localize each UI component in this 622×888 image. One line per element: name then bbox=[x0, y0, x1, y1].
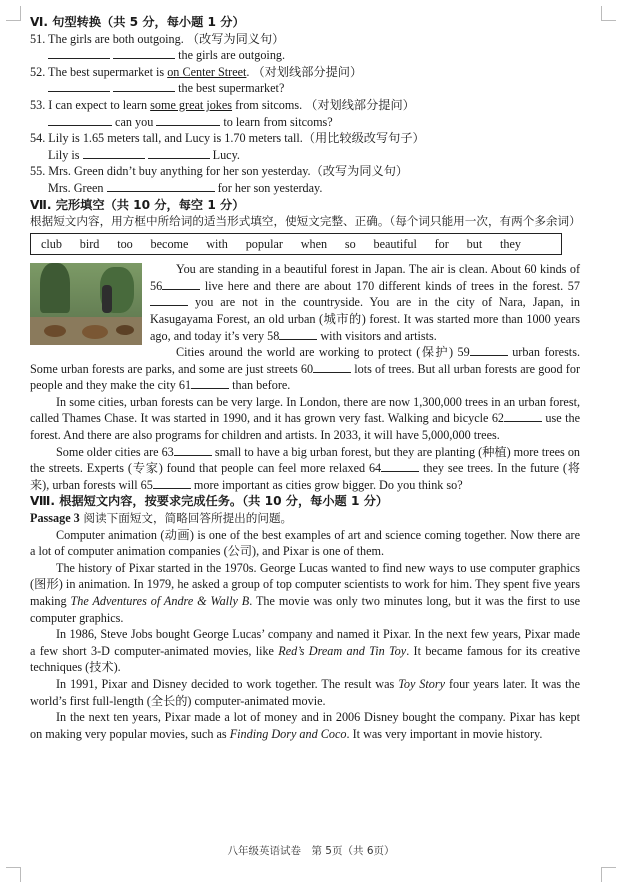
word-item: beautiful bbox=[373, 236, 417, 251]
passage-label: Passage 3 bbox=[30, 511, 80, 526]
question-51: 51. The girls are both outgoing. （改写为同义句） bbox=[30, 31, 285, 46]
question-53: 53. I can expect to learn some great jokes from sitcoms. （对划线部分提问） bbox=[30, 97, 415, 112]
section-7-title: Ⅶ. 完形填空（共 10 分，每空 1 分） bbox=[30, 197, 245, 212]
crop-mark-bottom-right bbox=[601, 867, 616, 882]
blank-58[interactable] bbox=[279, 328, 317, 340]
answer-52: the best supermarket? bbox=[30, 80, 580, 97]
answer-51: the girls are outgoing. bbox=[30, 47, 580, 64]
cloze-paragraph-1: You are standing in a beautiful forest in Japan. The air is clean. About 60 kinds of 56 live here and there are about 170 different kinds of trees in the forest. 57 you are not in the countryside. You are in the city of Nara, Japan, in Kasugayama Forest, an old urban (城市的) forest. It was started more than 1000 years ago, and today it’s very 58 with visitors and artists. bbox=[30, 261, 580, 344]
passage-header: Passage 3 阅读下面短文，简略回答所提出的问题。 bbox=[30, 511, 293, 526]
question-55: 55. Mrs. Green didn’t buy anything for her son yesterday.（改写为同义句） bbox=[30, 164, 409, 179]
blank-56[interactable] bbox=[162, 278, 200, 290]
section-8-title: Ⅷ. 根据短文内容，按要求完成任务。（共 10 分，每小题 1 分） bbox=[30, 494, 389, 509]
word-item: become bbox=[150, 236, 189, 251]
word-item: club bbox=[41, 236, 62, 251]
passage-paragraph-5: In the next ten years, Pixar made a lot of money and in 2006 Disney bought the company. Pixar has kept on making very popular movies, such as Finding Dory and Coco. It was very important in movie history. bbox=[30, 710, 580, 741]
passage-paragraph-2: The history of Pixar started in the 1970s. George Lucas wanted to find new ways to use computer graphics (图形) in animation. In 1979, he asked a group of top computer scientists to work for him. They spent five years making The Adventures of Andre & Wally B. The movie was only two minutes long, but it was the first to use computer graphics. bbox=[30, 560, 581, 625]
answer-54: Lily is Lucy. bbox=[48, 147, 240, 162]
blank[interactable] bbox=[48, 114, 112, 126]
passage-paragraph-1: Computer animation (动画) is one of the best examples of art and science coming together. Now there are a lot of computer animation companies (公司), and Pixar is one of them. bbox=[30, 527, 580, 559]
word-item: they bbox=[499, 236, 521, 251]
word-item: popular bbox=[245, 236, 283, 251]
forest-photo bbox=[30, 263, 142, 345]
crop-mark-top-left bbox=[6, 6, 21, 21]
blank-57[interactable] bbox=[150, 294, 188, 306]
question-52: 52. The best supermarket is on Center Street. （对划线部分提问） bbox=[30, 64, 363, 79]
passage-paragraph-3: In 1986, Steve Jobs bought George Lucas’ company and named it Pixar. In the next few years, Pixar made a few short 3-D computer-animated movies, like Red’s Dream and Tin Toy. It became famous for its creative techniques (技术). bbox=[30, 627, 580, 675]
word-item: too bbox=[117, 236, 133, 251]
word-item: bird bbox=[79, 236, 100, 251]
crop-mark-bottom-left bbox=[6, 867, 21, 882]
blank[interactable] bbox=[83, 147, 145, 159]
blank[interactable] bbox=[113, 80, 175, 92]
word-box bbox=[30, 233, 562, 255]
blank-64[interactable] bbox=[381, 460, 419, 472]
word-item: so bbox=[344, 236, 356, 251]
exam-page bbox=[30, 14, 580, 742]
word-item: but bbox=[466, 236, 483, 251]
cloze-paragraph-2: Cities around the world are working to protect (保护) 59 urban forests. Some urban forests are parks, and some are just streets 60 lots of trees. But all urban forests are good for people and they make the city 61 than before. bbox=[30, 345, 580, 393]
word-item: when bbox=[300, 236, 328, 251]
blank[interactable] bbox=[113, 47, 175, 59]
blank-62[interactable] bbox=[504, 410, 542, 422]
crop-mark-top-right bbox=[601, 6, 616, 21]
passage-paragraph-4: In 1991, Pixar and Disney decided to work together. The result was Toy Story four years later. It was the world’s first full-length (全长的) computer-animated movie. bbox=[30, 676, 580, 708]
blank[interactable] bbox=[48, 47, 110, 59]
answer-55: Mrs. Green for her son yesterday. bbox=[48, 180, 323, 195]
blank-61[interactable] bbox=[191, 377, 229, 389]
blank[interactable] bbox=[107, 180, 215, 192]
blank-65[interactable] bbox=[153, 477, 191, 489]
blank-60[interactable] bbox=[313, 361, 351, 373]
blank[interactable] bbox=[148, 147, 210, 159]
word-item: for bbox=[434, 236, 449, 251]
cloze-paragraph-4: Some older cities are 63 small to have a big urban forest, but they are planting (种植) more trees on the streets. Experts (专家) found that people can feel more relaxed 64 they see trees. In the future (将来), urban forests will 65 more important as cities grow bigger. Do you think so? bbox=[30, 444, 581, 492]
word-item: with bbox=[206, 236, 228, 251]
section-7-instruction: 根据短文内容，用方框中所给词的适当形式填空，使短文完整、正确。（每个词只能用一次，有两个多余词） bbox=[30, 214, 581, 229]
answer-53: can you to learn from sitcoms? bbox=[30, 114, 580, 131]
blank-63[interactable] bbox=[174, 444, 212, 456]
blank-59[interactable] bbox=[470, 344, 508, 356]
blank[interactable] bbox=[156, 114, 220, 126]
page-footer: 八年级英语试卷 第 5页（共 6页） bbox=[227, 845, 395, 857]
blank[interactable] bbox=[48, 80, 110, 92]
section-6-title: Ⅵ. 句型转换（共 5 分，每小题 1 分） bbox=[30, 15, 245, 29]
cloze-paragraph-3: In some cities, urban forests can be very large. In London, there are now 1,300,000 trees in an urban forest, called Thames Chase. It was started in 1990, and it has grown very fast. Walking and bicycle 62 use the forest. And there are also programs for children and artists. In 2033, it will have 5,000,000 trees. bbox=[30, 394, 580, 443]
question-54: 54. Lily is 1.65 meters tall, and Lucy is 1.70 meters tall.（用比较级改写句子） bbox=[30, 131, 425, 146]
